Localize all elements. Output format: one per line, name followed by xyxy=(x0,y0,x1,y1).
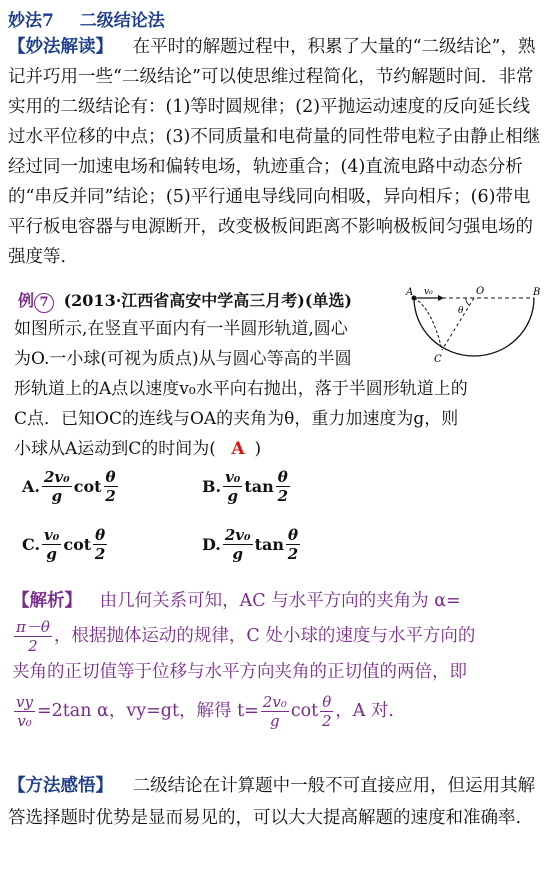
denominator: g xyxy=(51,487,63,505)
numerator: θ xyxy=(288,526,299,544)
numerator: 2v₀ xyxy=(43,468,70,486)
example-source: (2013·江西省高安中学高三月考)(单选) xyxy=(63,291,352,310)
example-number: 7 xyxy=(34,293,54,313)
option-a xyxy=(22,468,120,505)
label-v0: v₀ xyxy=(424,287,433,297)
close-paren: ) xyxy=(254,439,262,459)
fraction xyxy=(223,468,242,505)
angle-fraction xyxy=(320,693,333,730)
time-fraction xyxy=(261,693,289,730)
fraction xyxy=(93,526,107,563)
option-letter: D. xyxy=(202,535,221,554)
numerator: π－θ xyxy=(16,618,50,636)
label-a: A xyxy=(406,287,414,298)
analysis-text-1: 由几何关系可知，AC 与水平方向的夹角为 α= xyxy=(99,591,461,611)
label-b: B xyxy=(533,287,541,298)
alpha-fraction xyxy=(14,618,52,655)
fraction xyxy=(42,468,72,505)
label-o: O xyxy=(476,286,485,297)
numerator: θ xyxy=(95,526,106,544)
question-line: 为O.一小球(可视为质点)从与圆心等高的半圆 xyxy=(14,349,352,369)
numerator: θ xyxy=(105,468,116,486)
numerator: vy xyxy=(16,693,33,711)
section-title xyxy=(8,6,185,31)
denominator: v₀ xyxy=(17,712,32,730)
example-label: 例 xyxy=(18,291,35,310)
intro-tag: 【妙法解读】 xyxy=(8,37,113,57)
analysis-line xyxy=(12,618,542,655)
question-line-answer xyxy=(14,434,534,464)
label-c: C xyxy=(434,354,442,365)
denominator: g xyxy=(227,487,238,505)
trig-func: tan xyxy=(244,477,274,496)
denominator: 2 xyxy=(277,487,288,505)
answer-letter: A xyxy=(231,439,245,459)
analysis-block xyxy=(12,584,542,730)
numerator: 2v₀ xyxy=(262,693,287,711)
numerator: 2v₀ xyxy=(224,526,251,544)
equation-text: =2tan α，vy=gt，解得 t= xyxy=(36,701,259,721)
analysis-line xyxy=(12,584,542,618)
trig-func: cot xyxy=(73,477,102,496)
fraction xyxy=(223,526,253,563)
fraction xyxy=(276,468,290,505)
option-d xyxy=(202,526,302,563)
cot-func: cot xyxy=(290,701,319,721)
question-line: 如图所示,在竖直平面内有一半圆形轨道,圆心 xyxy=(14,319,348,339)
option-letter: C. xyxy=(22,535,41,554)
feeling-paragraph xyxy=(8,770,544,834)
label-theta: θ xyxy=(458,306,464,316)
denominator: 2 xyxy=(28,637,38,655)
analysis-equation xyxy=(12,693,542,730)
equation-end: ，A 对. xyxy=(335,701,394,721)
denominator: 2 xyxy=(105,487,116,505)
question-line: 形轨道上的A点以速度v₀水平向右抛出，落于半圆形轨道上的 xyxy=(14,379,468,399)
intro-paragraph xyxy=(8,32,544,272)
option-c xyxy=(22,526,109,563)
analysis-text-2: ，根据抛体运动的规律，C 处小球的速度与水平方向的 xyxy=(53,626,476,646)
numerator: v₀ xyxy=(225,468,241,486)
analysis-text-3: 夹角的正切值等于位移与水平方向夹角的正切值的两倍，即 xyxy=(12,662,467,682)
question-line: C点．已知OC的连线与OA的夹角为θ，重力加速度为g，则 xyxy=(14,409,459,429)
denominator: g xyxy=(270,712,280,730)
option-b xyxy=(202,468,292,505)
option-letter: A. xyxy=(22,477,40,496)
numerator: v₀ xyxy=(44,526,60,544)
section-label: 妙法7 xyxy=(8,11,54,31)
fraction xyxy=(286,526,300,563)
feeling-tag: 【方法感悟】 xyxy=(8,776,113,796)
fraction xyxy=(104,468,118,505)
denominator: 2 xyxy=(287,545,299,563)
question-text xyxy=(14,314,534,464)
angle-arc xyxy=(466,298,469,305)
fraction xyxy=(42,526,61,563)
denominator: 2 xyxy=(321,712,332,730)
example-heading xyxy=(18,288,352,313)
intro-text: 在平时的解题过程中，积累了大量的“二级结论”，熟记并巧用一些“二级结论”可以使思维过程简化，节约解题时间．非常实用的二级结论有：(1)等时圆规律；(2)平抛运动速度的反向延长线过水平位移的中点；(3)不同质量和电荷量的同性带电粒子由静止相继经过同一加速电场和偏转电场，轨迹重合；(4)直流电路中动态分析的“串反并同”结论；(5)平行通电导线同向相吸，异向相斥；(6)带电平行板电容器与电源断开，改变极板间距离不影响极板间匀强电场的强度等． xyxy=(8,37,541,267)
denominator: g xyxy=(46,545,57,563)
ratio-fraction xyxy=(14,693,35,730)
denominator: g xyxy=(232,545,243,563)
question-prompt: 小球从A运动到C的时间为( xyxy=(14,439,216,459)
trig-func: cot xyxy=(63,535,92,554)
velocity-arrowhead xyxy=(438,295,444,301)
numerator: θ xyxy=(322,693,332,711)
section-name: 二级结论法 xyxy=(79,11,165,31)
numerator: θ xyxy=(277,468,288,486)
feeling-text: 二级结论在计算题中一般不可直接应用，但运用其解答选择题时优势是显而易见的，可以大大提高解题的速度和准确率. xyxy=(8,776,536,828)
denominator: 2 xyxy=(94,545,106,563)
analysis-tag: 【解析】 xyxy=(12,591,82,611)
option-letter: B. xyxy=(202,477,222,496)
trig-func: tan xyxy=(254,535,284,554)
